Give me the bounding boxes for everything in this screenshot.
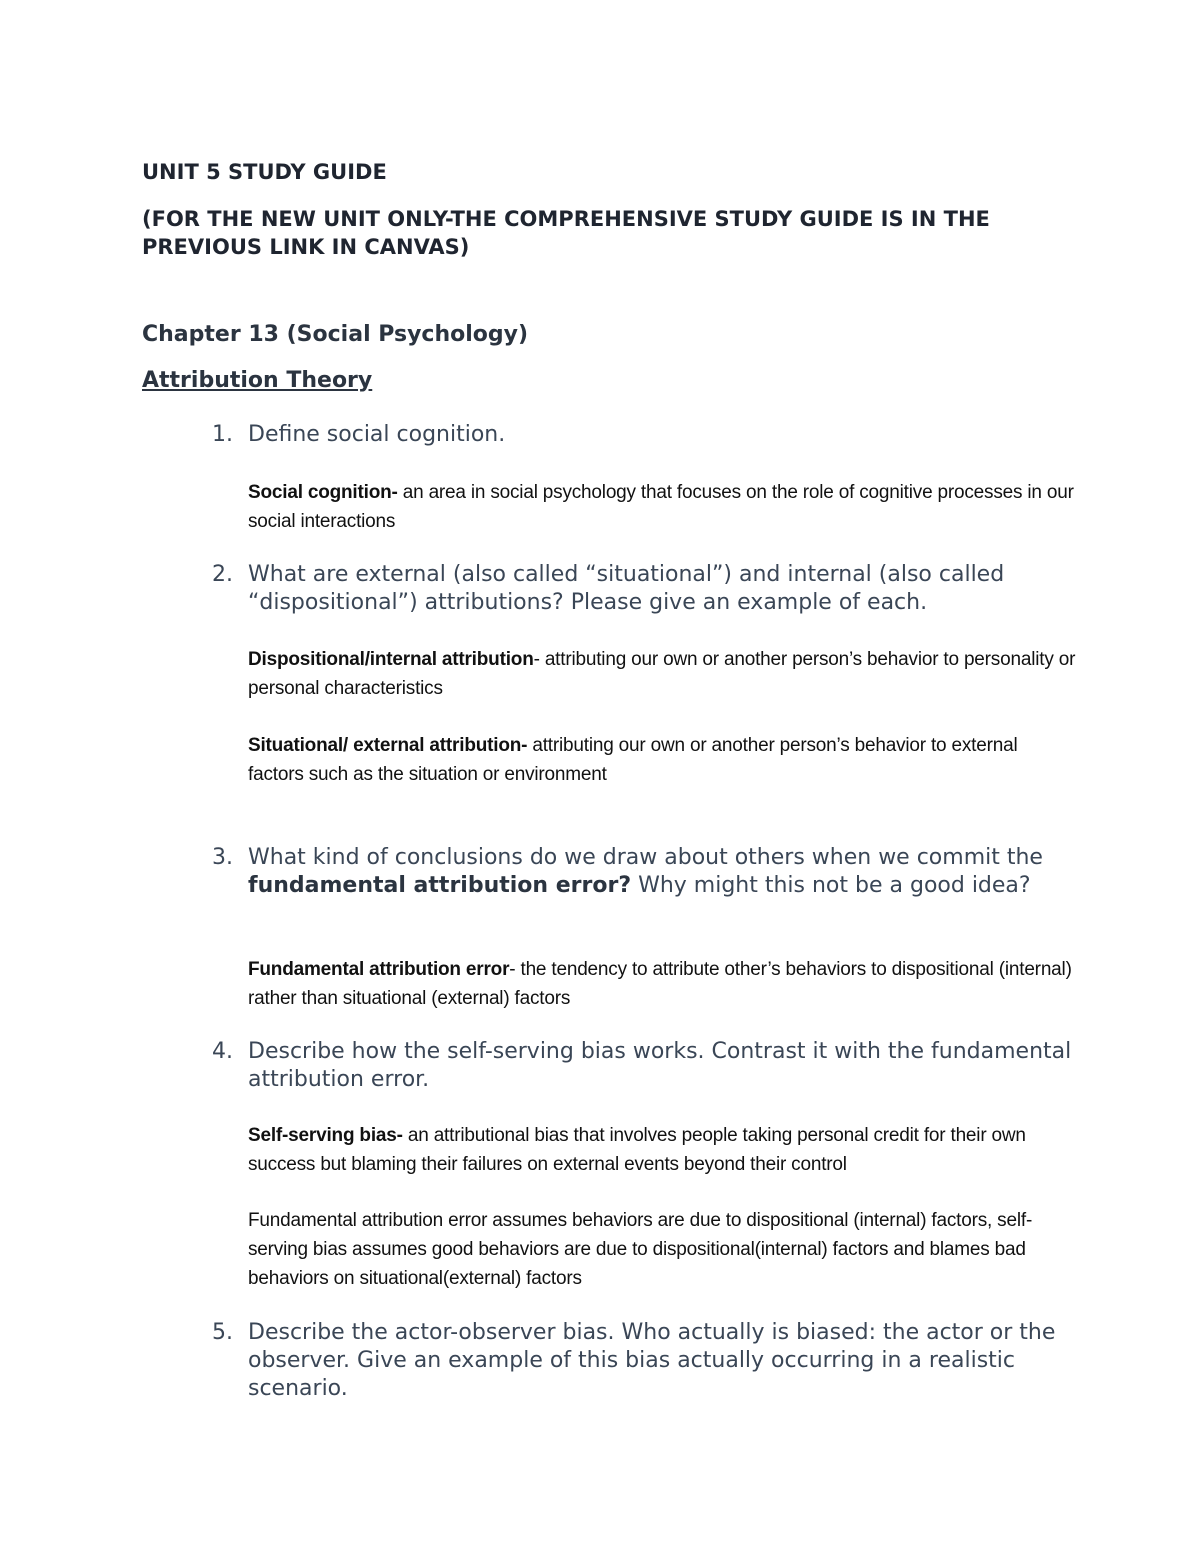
question-text: Why might this not be a good idea? xyxy=(631,873,1031,898)
answer-term: Social cognition- xyxy=(248,482,398,503)
question-3 xyxy=(248,844,1078,900)
question-1: Define social cognition. xyxy=(248,422,506,447)
answer-social-cognition xyxy=(248,478,1078,536)
answer-definition: attributing our own or another person’s behavior to external factors such as the situation or environment xyxy=(248,735,1018,785)
question-5: Describe the actor-observer bias. Who actually is biased: the actor or the observer. Give an example of this bias actually occurring in a realistic scenario. xyxy=(248,1320,1056,1401)
document-subtitle: (FOR THE NEW UNIT ONLY-THE COMPREHENSIVE STUDY GUIDE IS IN THE PREVIOUS LINK IN CANVAS) xyxy=(142,207,990,259)
question-number: 4. xyxy=(212,1039,233,1064)
question-bold-term: fundamental attribution error? xyxy=(248,873,632,898)
document-title: UNIT 5 STUDY GUIDE xyxy=(142,160,387,184)
answer-dispositional-attribution xyxy=(248,645,1078,703)
answer-definition: an area in social psychology that focuses on the role of cognitive processes in our social interactions xyxy=(248,482,1074,532)
question-text: What kind of conclusions do we draw about others when we commit the xyxy=(248,845,1043,870)
answer-term: Situational/ external attribution- xyxy=(248,735,528,756)
question-2: What are external (also called “situational”) and internal (also called “dispositional”) attributions? Please give an example of each. xyxy=(248,562,1005,615)
answer-term: Self-serving bias- xyxy=(248,1125,403,1146)
chapter-heading: Chapter 13 (Social Psychology) xyxy=(142,322,529,347)
section-heading: Attribution Theory xyxy=(142,368,373,393)
answer-fundamental-attribution-error xyxy=(248,955,1078,1013)
question-number: 5. xyxy=(212,1320,233,1345)
answer-situational-attribution xyxy=(248,731,1078,789)
question-number: 2. xyxy=(212,562,233,587)
question-number: 3. xyxy=(212,845,233,870)
answer-definition: - attributing our own or another person’s behavior to personality or personal characteristics xyxy=(248,649,1076,699)
question-number: 1. xyxy=(212,422,233,447)
answer-term: Dispositional/internal attribution xyxy=(248,649,534,670)
answer-definition: an attributional bias that involves people taking personal credit for their own success but blaming their failures on external events beyond their control xyxy=(248,1125,1026,1175)
question-4: Describe how the self-serving bias works. Contrast it with the fundamental attribution error. xyxy=(248,1039,1072,1092)
answer-definition: - the tendency to attribute other’s behaviors to dispositional (internal) rather than situational (external) factors xyxy=(248,959,1072,1009)
answer-term: Fundamental attribution error xyxy=(248,959,510,980)
answer-self-serving-bias xyxy=(248,1121,1078,1179)
answer-contrast: Fundamental attribution error assumes behaviors are due to dispositional (internal) factors, self-serving bias assumes good behaviors are due to dispositional(internal) factors and blames bad behaviors on situational(external) factors xyxy=(248,1210,1033,1289)
